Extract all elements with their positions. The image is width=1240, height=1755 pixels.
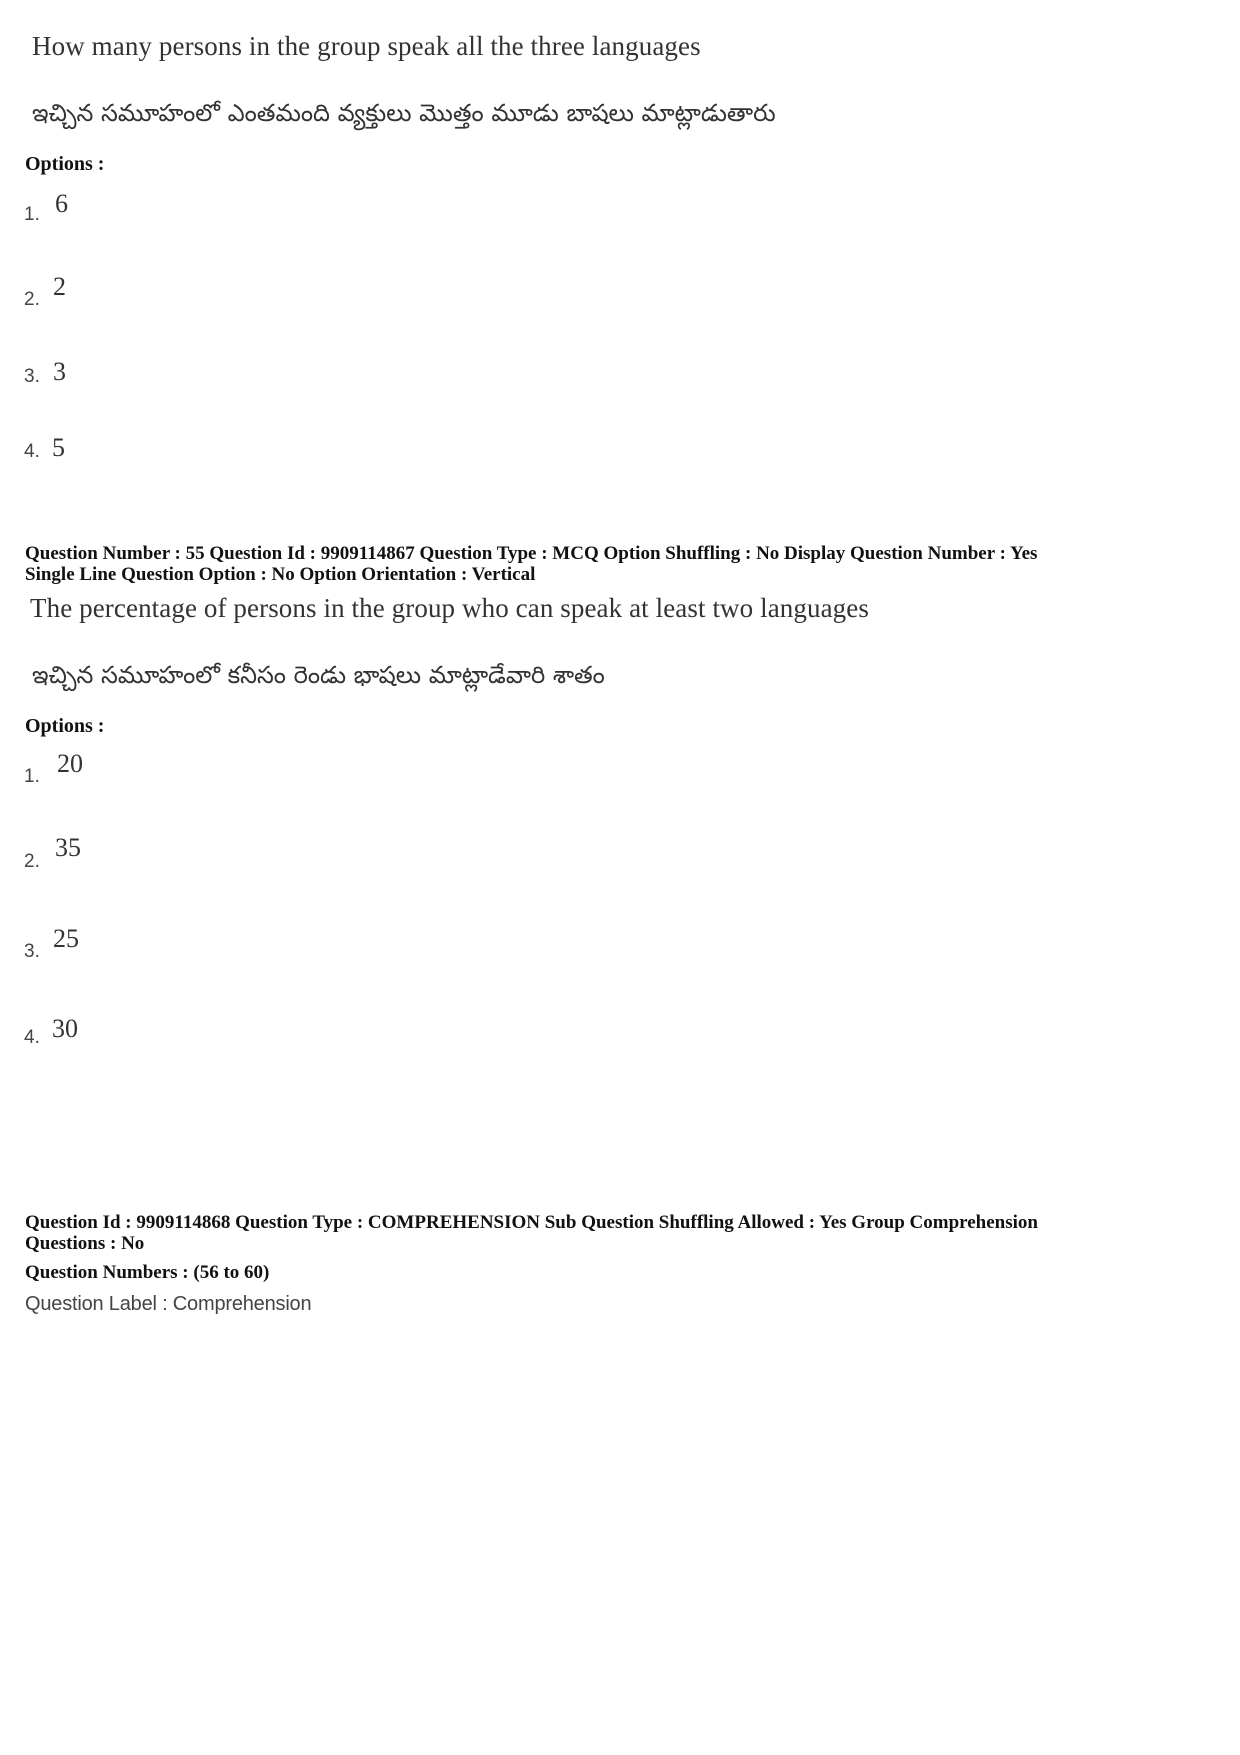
option-number: 1.: [24, 766, 40, 787]
option-value: 25: [53, 924, 79, 953]
question-55-text-telugu: ఇచ్చిన సమూహంలో కనీసం రెండు భాషలు మాట్లాడేవారి శాతం: [32, 661, 605, 689]
option-value: 6: [55, 189, 68, 218]
question-54-text-english: How many persons in the group speak all the three languages: [32, 31, 701, 61]
option-number: 2.: [24, 289, 40, 310]
option-value: 2: [53, 272, 66, 301]
question-54-text-telugu: ఇచ్చిన సమూహంలో ఎంతమంది వ్యక్తులు మొత్తం మూడు బాషలు మాట్లాడుతారు: [32, 99, 776, 127]
option-value: 20: [57, 749, 83, 778]
option-value: 30: [52, 1014, 78, 1043]
question-numbers: Question Numbers : (56 to 60): [25, 1262, 270, 1283]
option-number: 2.: [24, 851, 40, 872]
option-value: 3: [53, 357, 66, 386]
question-label: Question Label : Comprehension: [25, 1293, 312, 1315]
question-55-meta-line-1: Question Number : 55 Question Id : 9909114867 Question Type : MCQ Option Shuffling : No Display Question Number : Yes: [25, 543, 1038, 564]
option-number: 3.: [24, 366, 40, 387]
option-number: 3.: [24, 941, 40, 962]
option-number: 4.: [24, 441, 40, 462]
comprehension-meta-line-1: Question Id : 9909114868 Question Type : COMPREHENSION Sub Question Shuffling Allowed : Yes Group Comprehension: [25, 1212, 1038, 1233]
option-value: 5: [52, 433, 65, 462]
question-55-text-english: The percentage of persons in the group who can speak at least two languages: [30, 593, 869, 623]
comprehension-meta-line-2: Questions : No: [25, 1233, 145, 1254]
options-label: Options :: [25, 715, 105, 737]
options-label: Options :: [25, 153, 105, 175]
option-number: 4.: [24, 1027, 40, 1048]
option-value: 35: [55, 833, 81, 862]
question-55-meta-line-2: Single Line Question Option : No Option Orientation : Vertical: [25, 564, 536, 585]
option-number: 1.: [24, 204, 40, 225]
